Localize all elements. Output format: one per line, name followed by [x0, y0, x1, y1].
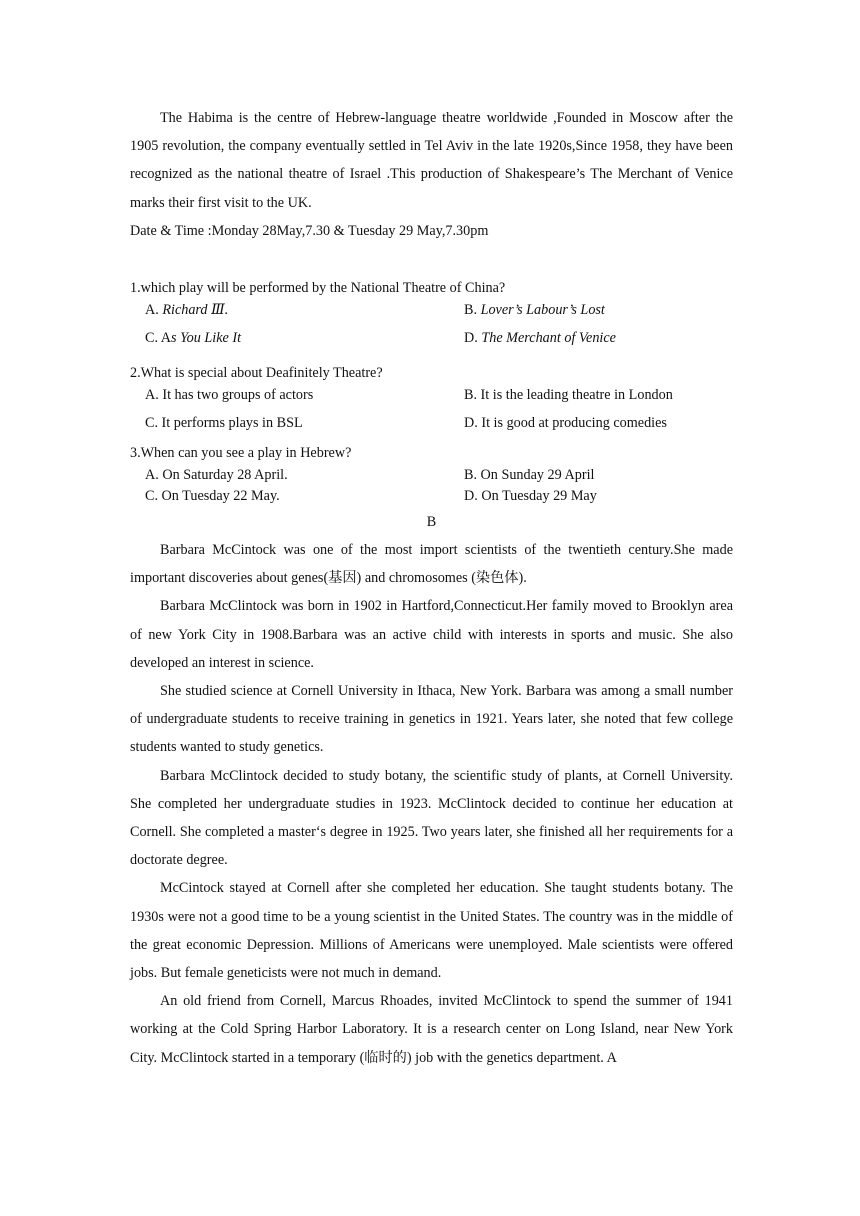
question-3-stem-row — [130, 443, 733, 465]
option-1a: A. Richard Ⅲ. — [145, 302, 229, 319]
section-b-paragraph-1: Barbara McCintock was one of the most import scientists of the twentieth century.She made important discoveries about genes(基因) and chromosomes (染色体). — [130, 542, 733, 587]
section-b-heading: B — [426, 514, 437, 530]
question-3-options-row-2 — [130, 486, 733, 508]
question-1-options-row-1 — [130, 302, 733, 330]
option-1c: C. As You Like It — [145, 330, 242, 347]
section-b-paragraph-2: Barbara McClintock was born in 1902 in Hartford,Connecticut.Her family moved to Brooklyn area of new York City in 1908.Barbara was an active child with interests in sports and music. She also developed an interest in science. — [130, 598, 733, 671]
option-3a: A. On Saturday 28 April. — [145, 466, 288, 483]
option-3c: C. On Tuesday 22 May. — [145, 488, 280, 505]
option-1d: D. The Merchant of Venice — [464, 330, 616, 347]
section-b-paragraph-6: An old friend from Cornell, Marcus Rhoades, invited McClintock to spend the summer of 1941 working at the Cold Spring Harbor Laboratory. It is a research center on Long Island, near New York City. McClintock started in a temporary (临时的) job with the genetics department. A — [130, 993, 733, 1066]
option-2c: C. It performs plays in BSL — [145, 414, 303, 431]
question-2-options-row-1 — [130, 387, 733, 415]
option-2d: D. It is good at producing comedies — [464, 414, 667, 431]
question-2-options-row-2 — [130, 415, 733, 443]
option-3d: D. On Tuesday 29 May — [464, 488, 597, 505]
option-3b: B. On Sunday 29 April — [464, 466, 595, 483]
questions-section — [130, 274, 733, 508]
intro-section — [130, 104, 733, 245]
option-1b: B. Lover’s Labour’s Lost — [464, 302, 605, 319]
question-2-stem: 2.What is special about Deafinitely Theatre? — [130, 364, 383, 381]
question-1-stem: 1.which play will be performed by the National Theatre of China? — [130, 280, 506, 296]
question-1-options-row-2 — [130, 330, 733, 358]
section-b-paragraph-4: Barbara McClintock decided to study botany, the scientific study of plants, at Cornell University. She completed her undergraduate studies in 1923. McClintock decided to continue her education at Cornell. She completed a master‘s degree in 1925. Two years later, she finished all her requirements for a doctorate degree. — [130, 767, 733, 869]
option-2a: A. It has two groups of actors — [145, 386, 314, 403]
date-time-line: Date & Time :Monday 28May,7.30 & Tuesday 29 May,7.30pm — [130, 222, 489, 239]
section-b-paragraph-3: She studied science at Cornell University in Ithaca, New York. Barbara was among a small number of undergraduate students to receive training in genetics in 1921. Years later, she noted that few college students wanted to study genetics. — [130, 683, 733, 756]
section-b-paragraph-5: McCintock stayed at Cornell after she completed her education. She taught students botany. The 1930s were not a good time to be a young scientist in the United States. The country was in the middle of the great economic Depression. Millions of Americans were unemployed. Male scientists were offered jobs. But female geneticists were not much in demand. — [130, 880, 733, 982]
question-3-stem: 3.When can you see a play in Hebrew? — [130, 445, 352, 462]
section-b — [130, 508, 733, 1072]
option-2b: B. It is the leading theatre in London — [464, 386, 673, 403]
intro-paragraph: The Habima is the centre of Hebrew-language theatre worldwide ,Founded in Moscow after the 1905 revolution, the company eventually settled in Tel Aviv in the late 1920s,Since 1958, they have been recognized as the national theatre of Israel .This production of Shakespeare’s The Merchant of Venice marks their first visit to the UK. — [130, 110, 733, 211]
question-3-options-row-1 — [130, 465, 733, 487]
